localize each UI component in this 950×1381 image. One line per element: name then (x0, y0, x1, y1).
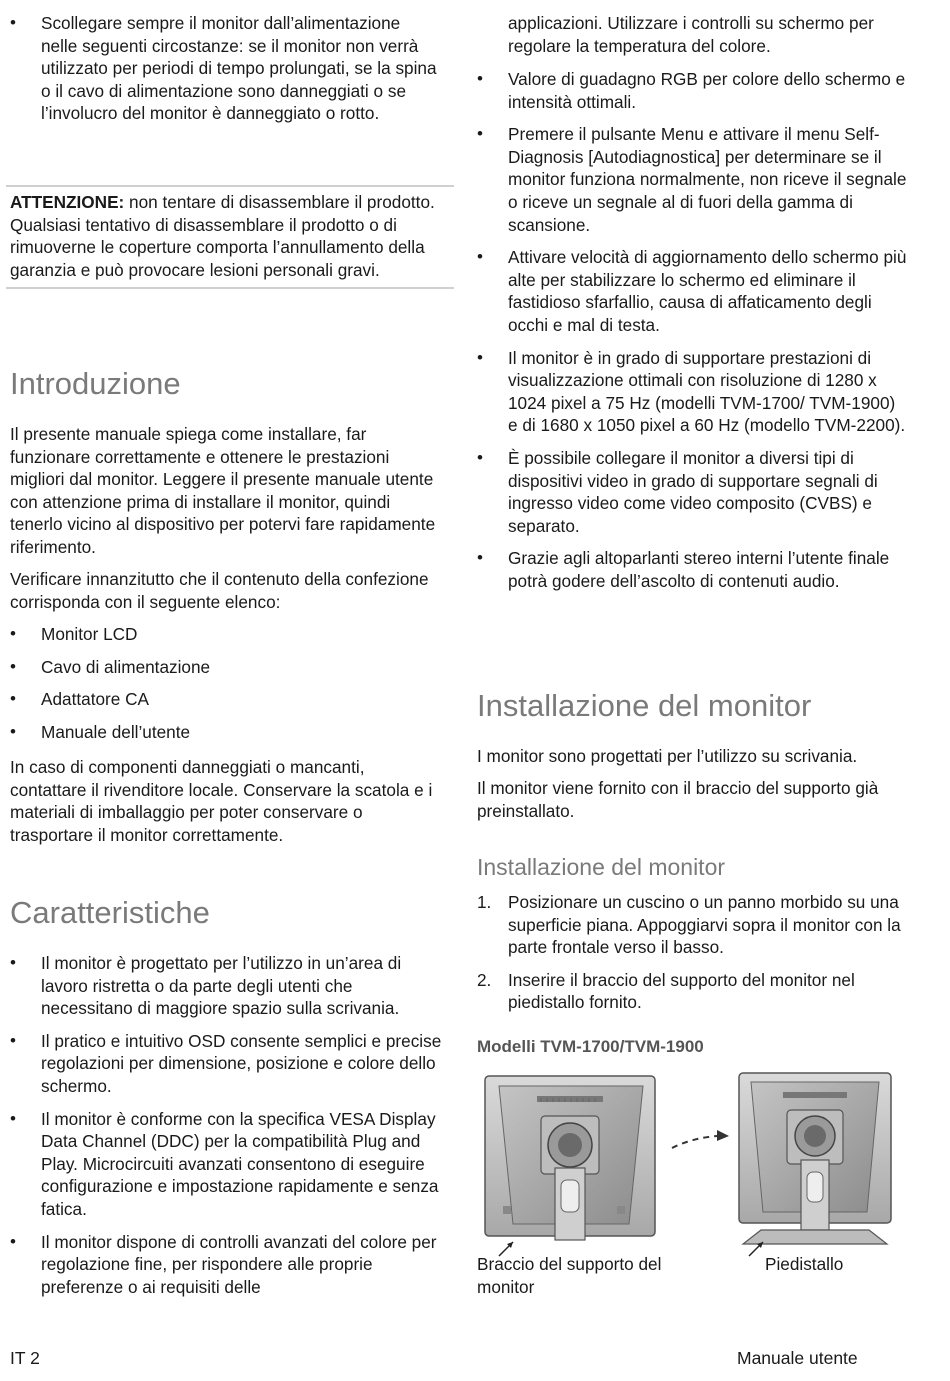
footer-page-number: IT 2 (10, 1348, 40, 1368)
step-number: 2. (477, 969, 492, 990)
bullet-text: Scollegare sempre il monitor dall’alimentazione nelle seguenti circostanze: se il monitor non verrà utilizzato per periodi di tempo prolungati, se la spina o il cavo di alimentazione sono danneggiati o se l’involucro del monitor è danneggiato o rotto. (41, 13, 437, 124)
step-item (477, 969, 907, 1014)
step-number: 1. (477, 892, 492, 912)
top-bullet-list (10, 12, 440, 125)
warning-box (6, 185, 454, 289)
package-list (10, 623, 440, 743)
footer-document-title: Manuale utente (737, 1348, 858, 1368)
feature-continuation: applicazioni. Utilizzare i controlli su schermo per regolare la temperatura del colore. (508, 13, 874, 56)
intro-paragraph-3: In caso di componenti danneggiati o mancanti, contattare il rivenditore locale. Conservare la scatola e i materiali di imballaggio per poter conservare o trasportare il monitor correttamente. (10, 757, 433, 845)
package-item: Manuale dell’utente (41, 721, 191, 742)
step-text: Posizionare un cuscino o un panno morbido su una superficie piana. Appoggiarvi sopra il monitor con la parte frontale verso il basso. (508, 892, 901, 958)
feature-text: Valore di guadagno RGB per colore dello schermo e intensità ottimali. (508, 69, 906, 112)
intro-paragraph-1: Il presente manuale spiega come installare, far funzionare correttamente e ottenere le prestazioni migliori dal monitor. Leggere il presente manuale utente con attenzione prima di installare il monitor, quindi tenerlo vicino al dispositivo per potervi fare rapidamente riferimento. (10, 424, 436, 557)
list-item (477, 547, 907, 592)
install-paragraph-2: Il monitor viene fornito con il braccio del supporto già preinstallato. (477, 778, 879, 821)
monitor-with-base-drawing (739, 1073, 891, 1244)
list-item (477, 347, 907, 437)
features-list-right (477, 68, 907, 592)
feature-text: Il monitor dispone di controlli avanzati del colore per regolazione fine, per rispondere alle proprie preferenze o ai requisiti delle (41, 1231, 437, 1297)
label-arm: Braccio del supporto del monitor (477, 1254, 662, 1297)
warning-text (10, 191, 450, 281)
dashed-arrow (672, 1130, 729, 1148)
feature-text: Il pratico e intuitivo OSD consente semplici e precise regolazioni per dimensione, posizione e colore dello schermo. (41, 1030, 442, 1096)
feature-text: È possibile collegare il monitor a diversi tipi di dispositivi video in grado di supportare segnali di ingresso video come video composito (CVBS) e separato. (508, 447, 878, 536)
package-item: Monitor LCD (41, 624, 138, 644)
list-item (10, 1231, 444, 1299)
install-subheading: Installazione del monitor (477, 854, 726, 880)
list-item (10, 688, 440, 711)
feature-text: Il monitor è progettato per l’utilizzo in un’area di lavoro ristretta o da parte degli utenti che necessitano di maggiore spazio sulla scrivania. (41, 953, 402, 1019)
list-item (477, 68, 907, 113)
feature-text: Premere il pulsante Menu e attivare il menu Self-Diagnosis [Autodiagnostica] per determinare se il monitor funziona normalmente, non riceve il segnale o riceve un segnale al di fuori della gamma di scansione. (508, 124, 907, 235)
list-item (10, 1108, 444, 1221)
step-text: Inserire il braccio del supporto del monitor nel piedistallo fornito. (508, 969, 855, 1013)
feature-text: Grazie agli altoparlanti stereo interni l’utente finale potrà godere dell’ascolto di contenuti audio. (508, 548, 890, 591)
feature-text: Il monitor è in grado di supportare prestazioni di visualizzazione ottimali con risoluzione di 1280 x 1024 pixel a 75 Hz (modelli TVM-1700/ TVM-1900) e di 1680 x 1050 pixel a 60 Hz (modello TVM-2200). (508, 347, 906, 436)
intro-heading: Introduzione (10, 366, 181, 401)
label-base: Piedistallo (765, 1254, 844, 1274)
list-item (10, 952, 444, 1020)
list-item (477, 447, 907, 537)
install-paragraph-1: I monitor sono progettati per l’utilizzo su scrivania. (477, 746, 858, 766)
features-heading: Caratteristiche (10, 895, 210, 930)
list-item (10, 1030, 444, 1098)
list-item (477, 123, 907, 236)
list-item (10, 721, 440, 744)
warning-label: ATTENZIONE: (10, 192, 125, 212)
package-item: Adattatore CA (41, 689, 149, 710)
monitor-with-arm-drawing (485, 1076, 655, 1240)
install-heading: Installazione del monitor (477, 688, 812, 723)
features-list-left (10, 952, 444, 1298)
feature-text: Il monitor è conforme con la specifica VESA Display Data Channel (DDC) per la compatibilità Plug and Play. Microcircuiti avanzati consentono di eseguire configurazione e impostazione rapidamente e senza fatica. (41, 1108, 439, 1219)
list-item (477, 246, 907, 336)
monitor-stand-illustration (477, 1068, 907, 1260)
step-item (477, 891, 907, 959)
figure-caption: Modelli TVM-1700/TVM-1900 (477, 1037, 704, 1056)
list-item (10, 656, 440, 679)
intro-paragraph-2: Verificare innanzitutto che il contenuto della confezione corrisponda con il seguente elenco: (10, 569, 429, 612)
list-item (10, 12, 440, 125)
warning-body: non tentare di disassemblare il prodotto. Qualsiasi tentativo di disassemblare il prodotto o di rimuoverne le coperture comporta l’annullamento della garanzia e può provocare lesioni personali gravi. (10, 192, 435, 280)
feature-text: Attivare velocità di aggiornamento dello schermo più alte per stabilizzare lo schermo ed eliminare il fastidioso sfarfallio, causa di affaticamento degli occhi e mal di testa. (508, 247, 907, 335)
install-steps (477, 891, 907, 1024)
list-item (10, 623, 440, 646)
package-item: Cavo di alimentazione (41, 656, 211, 677)
